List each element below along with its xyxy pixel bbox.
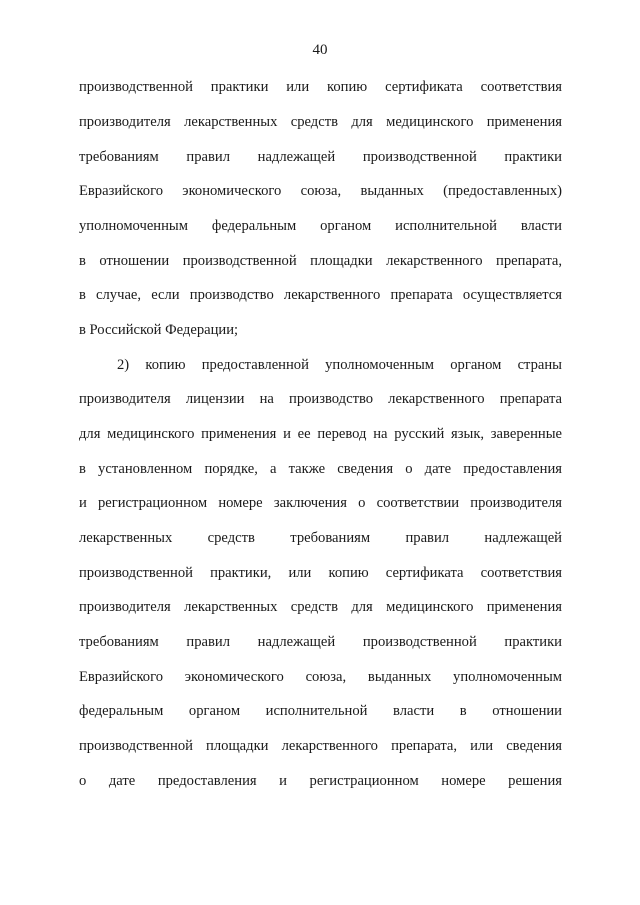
text-line: о дате предоставления и регистрационном номере решения [79, 773, 562, 789]
text-line: требованиям правил надлежащей производственной практики [79, 149, 562, 165]
text-line: производителя лицензии на производство лекарственного препарата [79, 391, 562, 407]
text-line: требованиям правил надлежащей производственной практики [79, 634, 562, 650]
text-line: производственной практики, или копию сертификата соответствия [79, 565, 562, 581]
text-line: производителя лекарственных средств для медицинского применения [79, 599, 562, 615]
text-line: производственной площадки лекарственного препарата, или сведения [79, 738, 562, 754]
text-line: Евразийского экономического союза, выданных уполномоченным [79, 669, 562, 685]
text-line: Евразийского экономического союза, выданных (предоставленных) [79, 183, 562, 199]
page-number: 40 [312, 42, 328, 58]
text-line: производственной практики или копию сертификата соответствия [79, 79, 562, 95]
text-line: для медицинского применения и ее перевод на русский язык, заверенные [79, 426, 562, 442]
text-line: 2) копию предоставленной уполномоченным органом страны [117, 357, 562, 373]
text-line: уполномоченным федеральным органом исполнительной власти [79, 218, 562, 234]
text-line: в установленном порядке, а также сведения о дате предоставления [79, 461, 562, 477]
text-line: в случае, если производство лекарственного препарата осуществляется [79, 287, 562, 303]
text-line: производителя лекарственных средств для медицинского применения [79, 114, 562, 130]
text-line: лекарственных средств требованиям правил надлежащей [79, 530, 562, 546]
text-line: федеральным органом исполнительной власти в отношении [79, 703, 562, 719]
text-line: и регистрационном номере заключения о соответствии производителя [79, 495, 562, 511]
text-line: в отношении производственной площадки лекарственного препарата, [79, 253, 562, 269]
text-line: в Российской Федерации; [79, 322, 239, 338]
